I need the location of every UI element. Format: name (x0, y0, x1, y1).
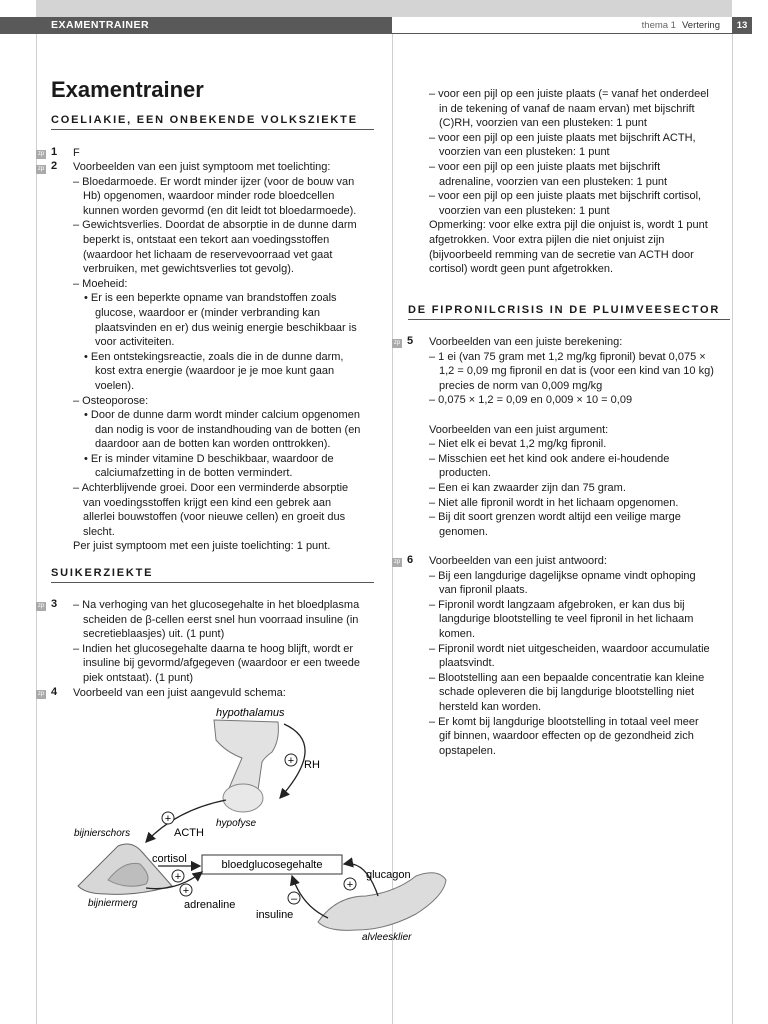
answer-scoring: Per juist symptoom met een juiste toelichting: 1 punt. (73, 540, 331, 553)
answer-block-q5 (429, 335, 729, 539)
answer-line: schade opleveren die bij langdurige blootstelling niet (439, 686, 695, 699)
plus-label: + (182, 885, 190, 897)
answer-line: Hb) opgenomen, waardoor minder rode bloedcellen (83, 190, 335, 203)
answer-line: – Bij dit soort grenzen wordt altijd een veilige marge (429, 511, 681, 524)
answer-line: beperkt is, ontstaat een tekort aan voedingsstoffen (83, 233, 330, 246)
answer-line: daardoor aan de botten kan worden onttrokken). (95, 438, 331, 451)
answer-line: – Fipronil wordt langzaam afgebroken, er kan dus bij (429, 598, 685, 611)
section-heading-fipronil: DE FIPRONILCRISIS IN DE PLUIMVEESECTOR (408, 304, 730, 320)
label-cortisol: cortisol (152, 853, 187, 865)
answer-line: – Moeheid: (73, 277, 128, 290)
answer-line: gif binnen, waardoor effecten op de gezondheid zich (439, 730, 694, 743)
answer-line: – Indien het glucosegehalte daarna te hoog blijft, wordt er (73, 642, 354, 655)
answer-line: – Achterblijvende groei. Door een verminderde absorptie (73, 482, 349, 495)
plus-label: + (346, 879, 354, 891)
answer-line: Opmerking: voor elke extra pijl die onjuist is, wordt 1 punt (429, 219, 708, 232)
question-number: 3 (51, 598, 58, 610)
scoring-block-q4 (429, 87, 729, 277)
answer-line: – Osteoporose: (73, 394, 149, 407)
answer-line: kost extra energie (waardoor je je moe kunt gaan (95, 365, 335, 378)
answer-line: cortisol) wordt geen punt afgetrokken. (429, 263, 614, 276)
answer-line: – Een ei kan zwaarder zijn dan 75 gram. (429, 481, 626, 494)
answer-line: – Gewichtsverlies. Doordat de absorptie in de dunne darm (73, 219, 357, 232)
thema-label (642, 20, 720, 31)
zp-badge: zp (393, 340, 401, 346)
answer-line: Voorbeelden van een juiste berekening: (429, 336, 623, 348)
answer-line: van voedingsstoffen krijgt een kind een gebrek aan (83, 496, 332, 509)
label-hypothalamus: hypothalamus (216, 707, 285, 719)
answer-line: (waardoor het lichaam de reservevoorraad vet gaat (83, 248, 333, 261)
left-margin-line (36, 34, 37, 1024)
alvleesklier-shape (318, 873, 446, 931)
answer-line: calciumafzetting in de botten vermindert. (95, 467, 293, 480)
answer-line: glucose, waardoor er (minder verbranding kan (95, 306, 321, 319)
thema-number: thema 1 (641, 20, 676, 31)
question-number: 1 (51, 146, 58, 158)
answer-line: – Niet elk ei bevat 1,2 mg/kg fipronil. (429, 438, 607, 451)
answer-line: kunnen worden gevormd (en dit leidt tot bloedarmoede). (83, 204, 357, 217)
label-rh: RH (304, 759, 320, 771)
answer-intro: Voorbeelden van een juist symptoom met toelichting: (73, 161, 331, 173)
hypofyse-shape (223, 784, 263, 812)
question-number: 4 (51, 686, 58, 698)
answer-line: precies de norm van 0,009 mg/kg (439, 379, 603, 392)
right-margin-line (732, 34, 733, 1024)
label-bijnierschors: bijnierschors (74, 828, 131, 839)
answer-line: afgetrokken. Voor extra pijlen die niet onjuist zijn (429, 233, 665, 246)
plus-label: + (287, 755, 295, 767)
answer-line: voorzien van een plusteken: 1 punt (439, 146, 610, 159)
answer-line: – 1 ei (van 75 gram met 1,2 mg/kg fipronil) bevat 0,075 × (429, 350, 706, 363)
answer-line: dan nodig is voor de instandhouding van de botten (en (95, 423, 361, 436)
answer-line: – voor een pijl op een juiste plaats met bijschrift (429, 160, 661, 173)
answer-line: plaatsvinden en er) dus weinig energie beschikbaar is (95, 321, 357, 334)
answer-line: opstapelen. (439, 744, 496, 757)
answer-line: van fipronil plaats. (439, 584, 528, 597)
plus-label: + (164, 813, 172, 825)
thema-name: Vertering (681, 20, 720, 31)
question-number: 5 (407, 335, 414, 347)
answer-line: – Bij een langdurige dagelijkse opname vindt ophoping (429, 569, 696, 582)
answer-line: plaatsvindt. (439, 657, 495, 670)
question-number: 2 (51, 160, 58, 172)
answer-line: – Er komt bij langdurige blootstelling in totaal veel meer (429, 715, 699, 728)
answer-block-q3 (73, 598, 378, 686)
answer-line: secretieblaasjes) uit. (1 punt) (83, 628, 225, 641)
answer-line: Voorbeelden van een juist antwoord: (429, 555, 607, 567)
minus-label: – (290, 893, 298, 905)
answer-line: – Misschien eet het kind ook andere ei-houdende (429, 452, 670, 465)
header-bar (0, 17, 392, 34)
top-band (36, 0, 732, 17)
header-section-label: EXAMENTRAINER (51, 19, 150, 31)
page-title: Examentrainer (51, 77, 204, 102)
answer-line: – voor een pijl op een juiste plaats met bijschrift cortisol, (429, 190, 702, 203)
answer-line: komen. (439, 627, 476, 640)
label-bijniermerg: bijniermerg (88, 898, 138, 909)
answer-line: slecht. (83, 525, 115, 538)
label-hypofyse: hypofyse (216, 818, 257, 829)
answer-line: – Na verhoging van het glucosegehalte in het bloedplasma (73, 599, 360, 611)
answer-line: 1,2 = 0,09 mg fipronil en dat is (voor een kind van 10 kg) (439, 365, 714, 378)
answer-line: – voor een pijl op een juiste plaats met bijschrift ACTH, (429, 131, 696, 144)
label-insuline: insuline (256, 909, 294, 921)
answer-line: hersteld kan worden. (439, 700, 542, 713)
label-glucagon: glucagon (366, 869, 411, 881)
answer-line: piek ontstaat). (1 punt) (83, 671, 194, 684)
page-number: 13 (732, 17, 752, 34)
answer-text: F (73, 147, 80, 159)
answer-line: in de tekening of vanaf de naam ervan) met bijschrift (439, 102, 695, 115)
answer-line: (C)RH, voorzien van een plusteken: 1 punt (439, 117, 647, 130)
answer-line: allerlei bouwstoffen (voor nieuwe cellen) en groeit dus (83, 511, 346, 524)
label-bloedglucosegehalte: bloedglucosegehalte (221, 859, 323, 871)
plus-label: + (174, 871, 182, 883)
zp-badge: zp (37, 151, 45, 157)
hormone-schema-diagram (66, 700, 462, 950)
zp-badge: zp (37, 603, 45, 609)
answer-line: voorzien van een plusteken: 1 punt (439, 204, 610, 217)
answer-line: • Een ontstekingsreactie, zoals die in de dunne darm, (84, 350, 344, 363)
section-heading-suikerziekte: SUIKERZIEKTE (51, 567, 374, 583)
answer-line: verbruiken, met gewichtsverlies tot gevolg). (83, 263, 294, 276)
answer-line: genomen. (439, 525, 488, 538)
answer-line: insuline bij gevormd/afgegeven (waardoor er een tweede (83, 657, 361, 670)
answer-line: – Niet alle fipronil wordt in het lichaam opgenomen. (429, 496, 679, 509)
answer-line: (bijvoorbeeld remming van de secretie van ACTH door (429, 248, 694, 261)
section-heading-coeliakie: COELIAKIE, EEN ONBEKENDE VOLKSZIEKTE (51, 114, 374, 130)
answer-line: – Blootstelling aan een bepaalde concentratie kan kleine (429, 671, 705, 684)
label-adrenaline: adrenaline (184, 899, 236, 911)
answer-line: voelen). (95, 379, 135, 392)
answer-line: • Er is een beperkte opname van brandstoffen zoals (84, 292, 337, 305)
answer-block-q2 (73, 160, 378, 554)
answer-line: scheiden de β-cellen eerst snel hun voorraad insuline (in (83, 613, 359, 626)
answer-block-q6 (429, 554, 729, 758)
zp-badge: zp (393, 559, 401, 565)
answer-intro: Voorbeeld van een juist aangevuld schema: (73, 687, 286, 699)
answer-line: voor activiteiten. (95, 336, 175, 349)
answer-line: adrenaline, voorzien van een plusteken: 1 punt (439, 175, 668, 188)
answer-line: – voor een pijl op een juiste plaats (= vanaf het onderdeel (429, 88, 709, 100)
label-acth: ACTH (174, 827, 204, 839)
answer-line: langdurige blootstelling te veel fipronil in het lichaam (439, 613, 694, 626)
answer-line: Voorbeelden van een juist argument: (429, 423, 609, 436)
label-alvleesklier: alvleesklier (362, 932, 412, 943)
answer-line: – Fipronil wordt niet uitgescheiden, waardoor accumulatie (429, 642, 710, 655)
zp-badge: zp (37, 691, 45, 697)
zp-badge: zp (37, 166, 45, 172)
answer-line: – 0,075 × 1,2 = 0,09 en 0,009 × 10 = 0,09 (429, 394, 633, 407)
answer-line: • Door de dunne darm wordt minder calcium opgenomen (84, 409, 360, 422)
answer-line: • Er is minder vitamine D beschikbaar, waardoor de (84, 452, 334, 465)
answer-line: – Bloedarmoede. Er wordt minder ijzer (voor de bouw van (73, 175, 355, 188)
spacer (429, 408, 729, 423)
answer-line: producten. (439, 467, 491, 480)
question-number: 6 (407, 554, 414, 566)
